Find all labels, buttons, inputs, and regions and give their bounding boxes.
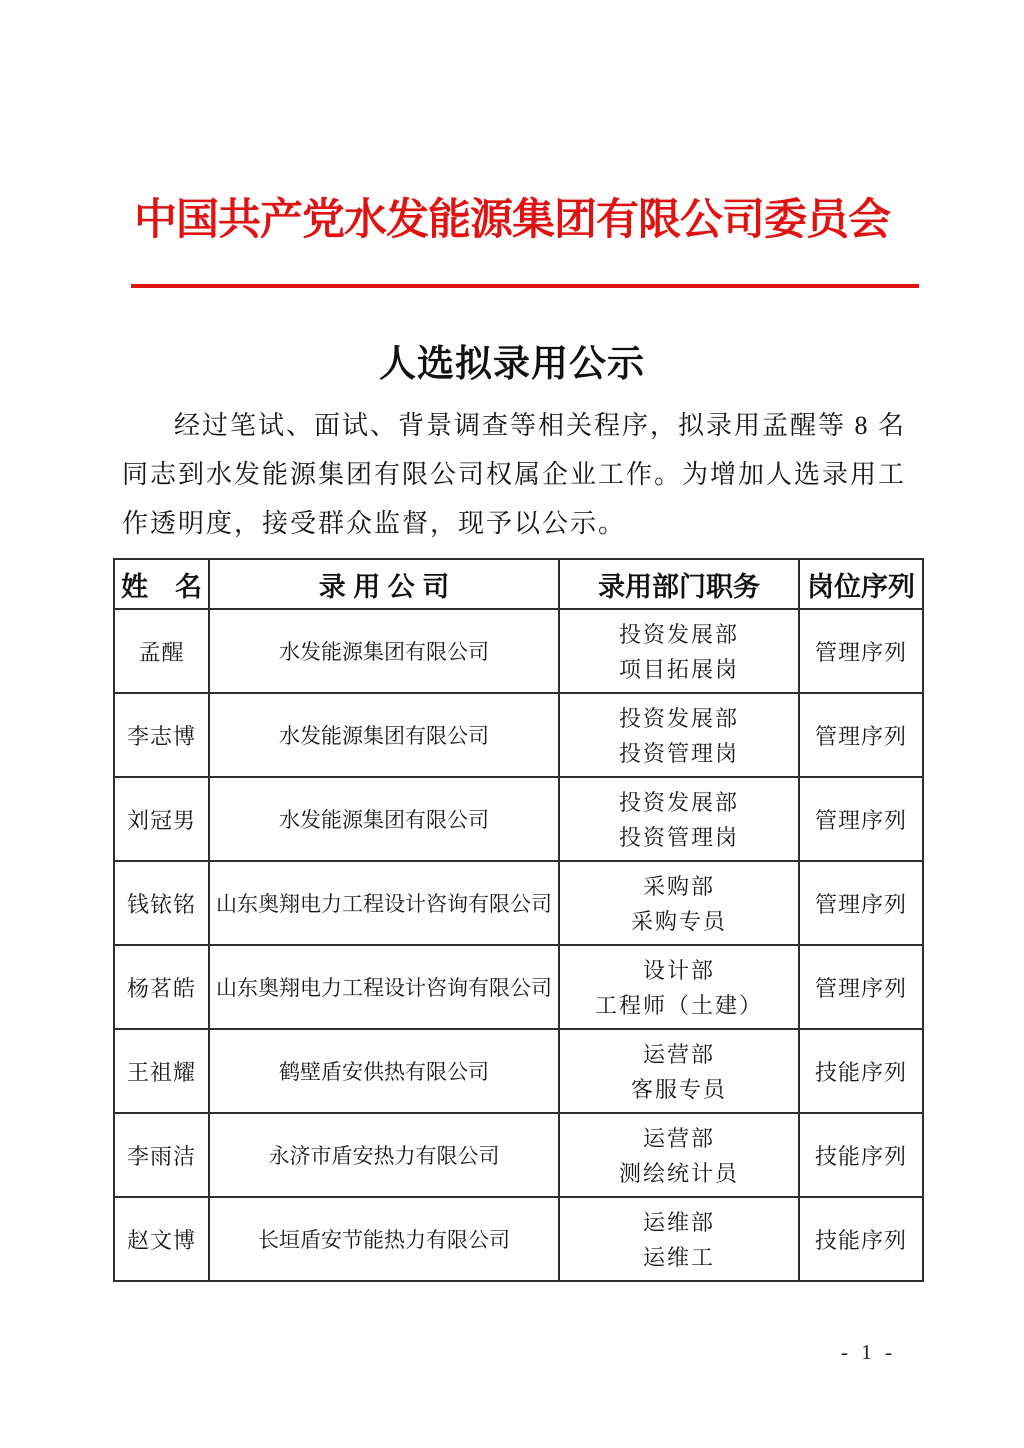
cell-department-position xyxy=(559,1029,799,1113)
cell-department-position xyxy=(559,777,799,861)
cell-name: 李志博 xyxy=(114,693,209,777)
position-line: 测绘统计员 xyxy=(618,1161,739,1186)
cell-department-position xyxy=(559,861,799,945)
cell-series: 管理序列 xyxy=(799,693,923,777)
header-name: 姓 名 xyxy=(114,559,209,609)
header-company: 录 用 公 司 xyxy=(209,559,559,609)
cell-series: 管理序列 xyxy=(799,609,923,693)
department-line: 设计部 xyxy=(642,958,715,983)
cell-department-position xyxy=(559,945,799,1029)
cell-name: 刘冠男 xyxy=(114,777,209,861)
table-row xyxy=(114,1113,923,1197)
position-line: 投资管理岗 xyxy=(618,741,739,766)
page-number: - 1 - xyxy=(841,1340,896,1364)
letterhead-title: 中国共产党水发能源集团有限公司委员会 xyxy=(134,197,890,244)
position-line: 工程师（土建） xyxy=(594,993,763,1018)
table-row xyxy=(114,861,923,945)
cell-name: 杨茗皓 xyxy=(114,945,209,1029)
cell-name: 李雨洁 xyxy=(114,1113,209,1197)
position-line: 运维工 xyxy=(642,1245,715,1270)
cell-series: 技能序列 xyxy=(799,1113,923,1197)
table-row xyxy=(114,1197,923,1281)
cell-company: 鹤壁盾安供热有限公司 xyxy=(209,1029,559,1113)
position-line: 客服专员 xyxy=(630,1077,727,1102)
header-series: 岗位序列 xyxy=(799,559,923,609)
recruitment-table xyxy=(113,558,924,1282)
cell-series: 管理序列 xyxy=(799,861,923,945)
cell-department-position xyxy=(559,693,799,777)
table-header-row xyxy=(114,559,923,609)
position-line: 投资管理岗 xyxy=(618,825,739,850)
cell-company: 水发能源集团有限公司 xyxy=(209,777,559,861)
cell-series: 技能序列 xyxy=(799,1029,923,1113)
cell-name: 赵文博 xyxy=(114,1197,209,1281)
cell-company: 山东奥翔电力工程设计咨询有限公司 xyxy=(209,861,559,945)
position-line: 项目拓展岗 xyxy=(618,657,739,682)
department-line: 投资发展部 xyxy=(618,622,739,647)
page-title: 人选拟录用公示 xyxy=(379,344,645,385)
department-line: 投资发展部 xyxy=(618,706,739,731)
cell-department-position xyxy=(559,1113,799,1197)
cell-company: 水发能源集团有限公司 xyxy=(209,693,559,777)
announcement-paragraph: 经过笔试、面试、背景调查等相关程序，拟录用孟醒等 8 名同志到水发能源集团有限公司权属企业工作。为增加人选录用工作透明度，接受群众监督，现予以公示。 xyxy=(122,411,907,538)
department-line: 运营部 xyxy=(642,1126,715,1151)
table-row xyxy=(114,1029,923,1113)
cell-company: 水发能源集团有限公司 xyxy=(209,609,559,693)
cell-department-position xyxy=(559,609,799,693)
cell-company: 长垣盾安节能热力有限公司 xyxy=(209,1197,559,1281)
table-row xyxy=(114,609,923,693)
letterhead-divider xyxy=(131,284,919,288)
department-line: 运维部 xyxy=(642,1210,715,1235)
department-line: 采购部 xyxy=(642,874,715,899)
position-line: 采购专员 xyxy=(630,909,727,934)
department-line: 运营部 xyxy=(642,1042,715,1067)
cell-series: 管理序列 xyxy=(799,945,923,1029)
cell-company: 永济市盾安热力有限公司 xyxy=(209,1113,559,1197)
table-row xyxy=(114,693,923,777)
table-row xyxy=(114,777,923,861)
header-department: 录用部门职务 xyxy=(559,559,799,609)
department-line: 投资发展部 xyxy=(618,790,739,815)
cell-name: 钱铱铭 xyxy=(114,861,209,945)
table-row xyxy=(114,945,923,1029)
cell-series: 技能序列 xyxy=(799,1197,923,1281)
cell-company: 山东奥翔电力工程设计咨询有限公司 xyxy=(209,945,559,1029)
cell-name: 孟醒 xyxy=(114,609,209,693)
cell-name: 王祖耀 xyxy=(114,1029,209,1113)
cell-department-position xyxy=(559,1197,799,1281)
cell-series: 管理序列 xyxy=(799,777,923,861)
